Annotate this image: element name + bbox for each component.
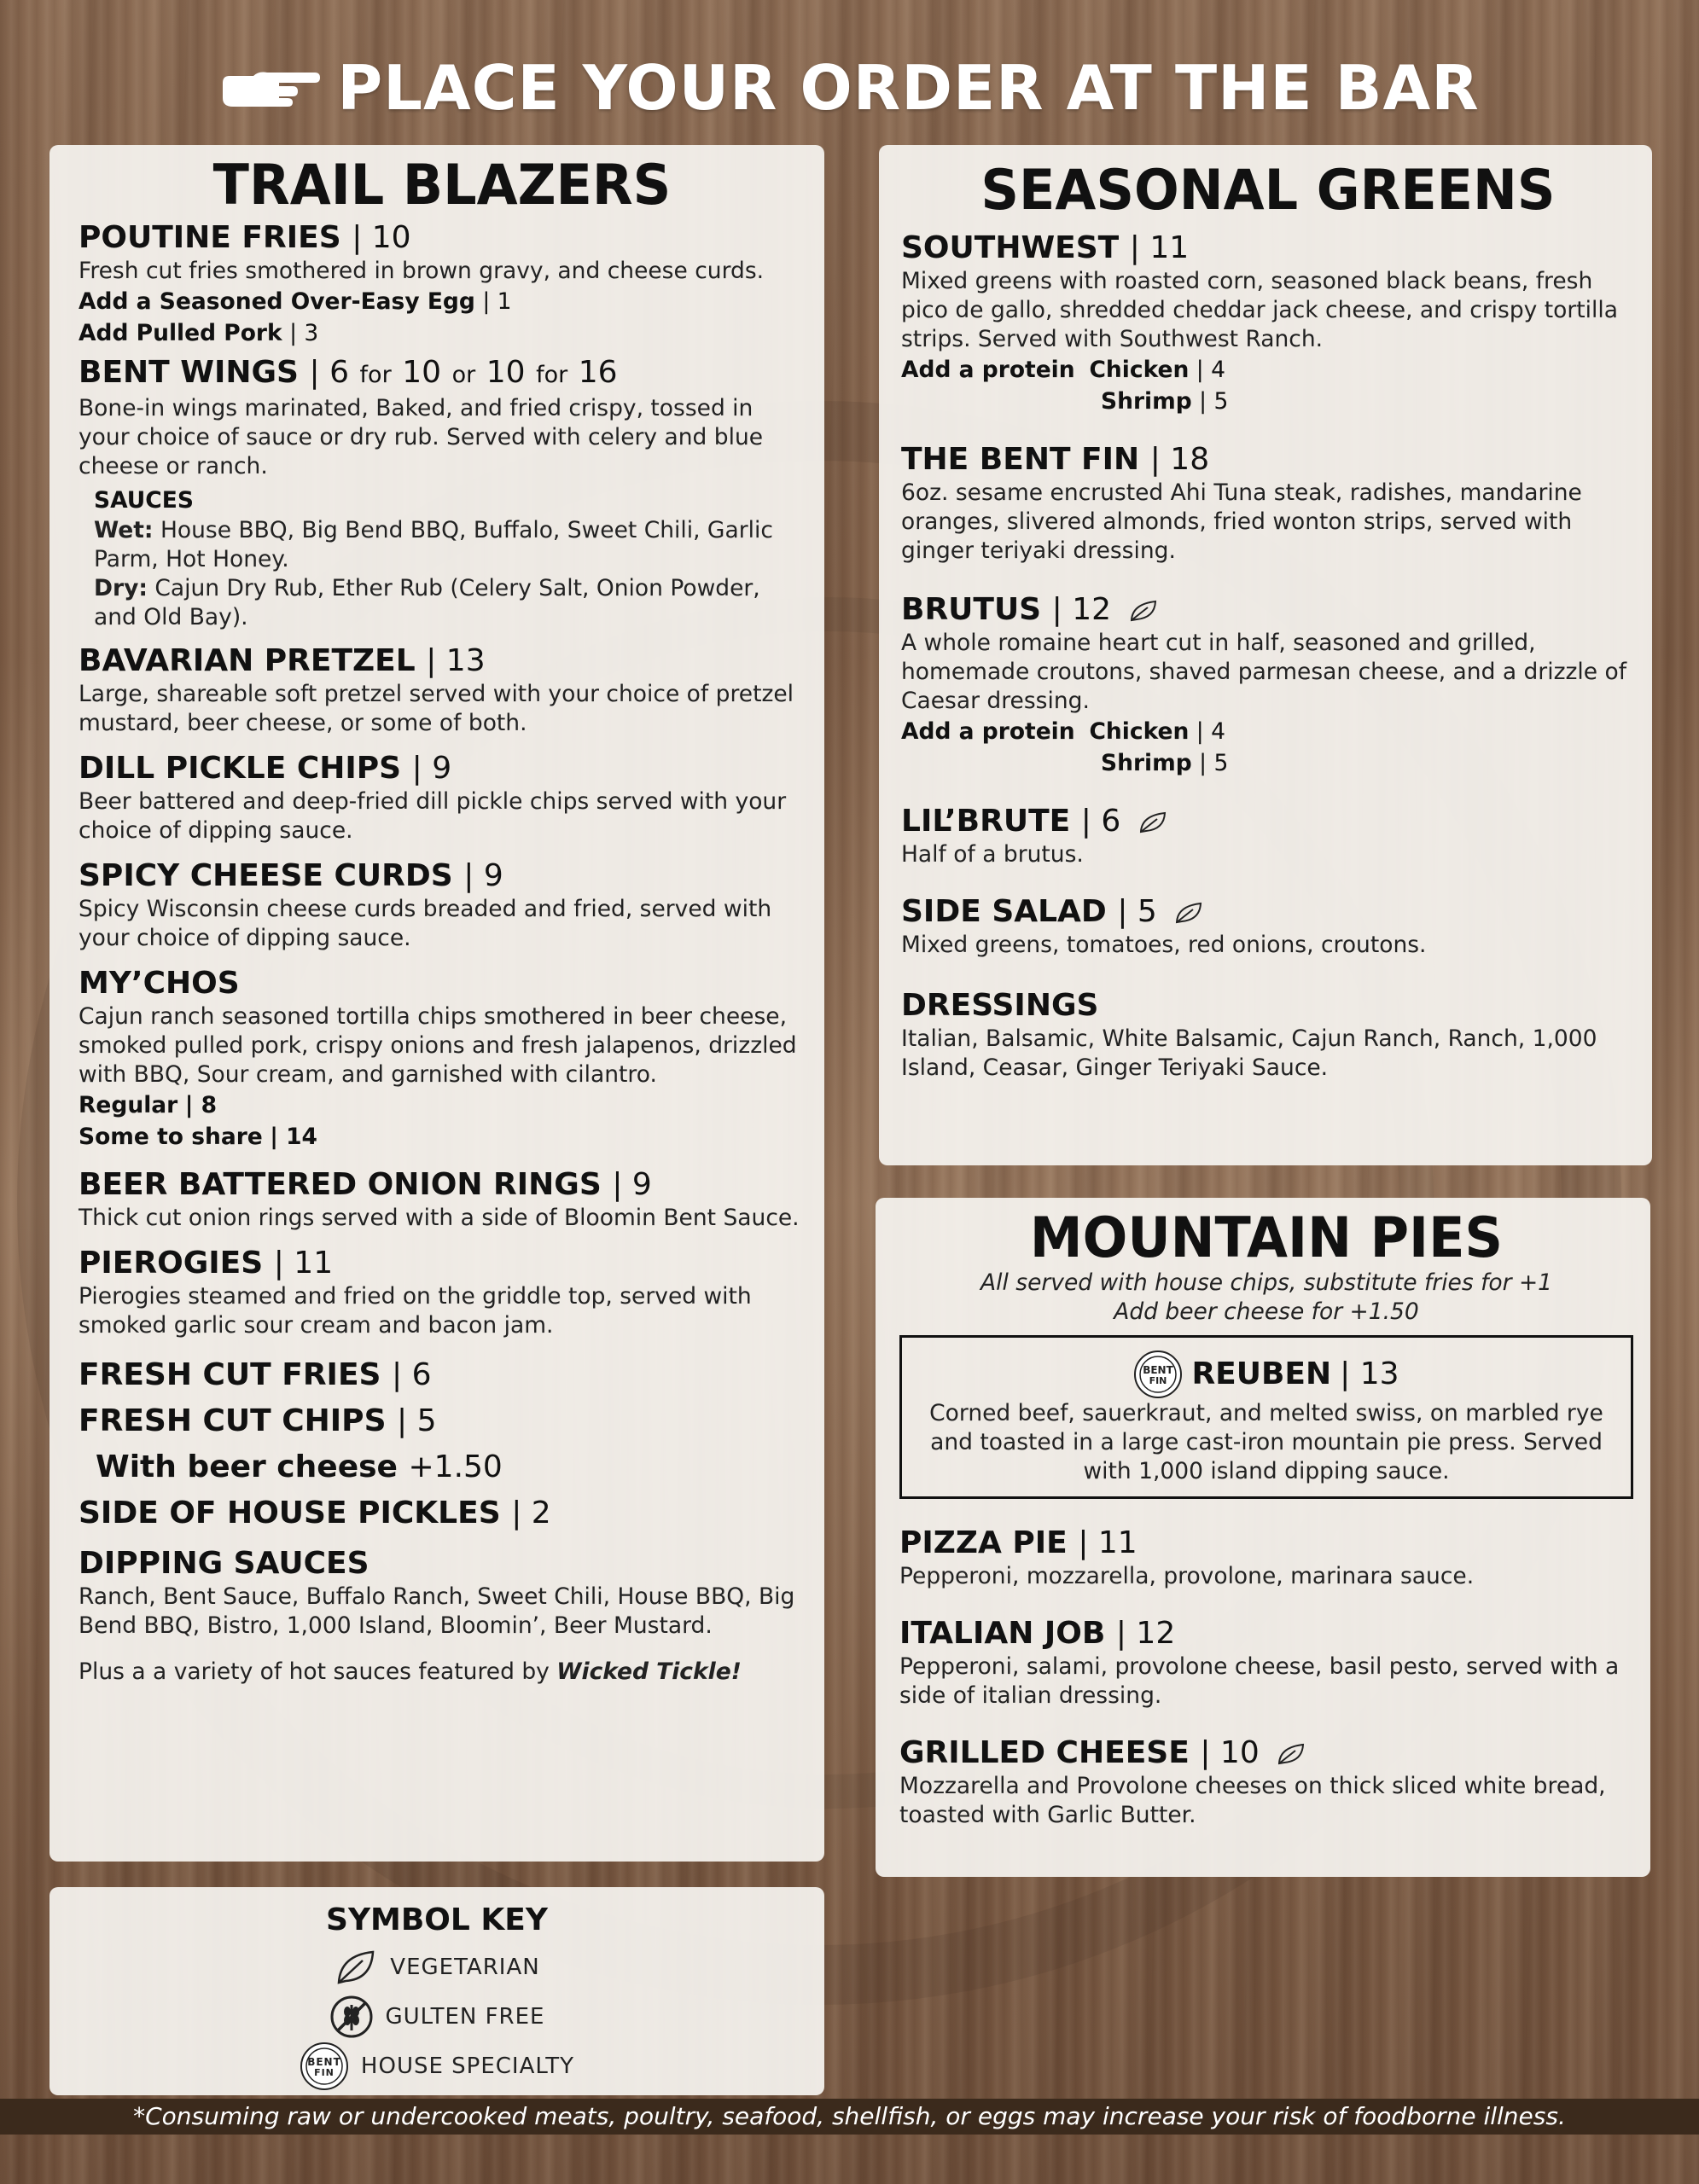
item-name: With beer cheese xyxy=(96,1449,398,1484)
addon-label: Add a Seasoned Over-Easy Egg xyxy=(79,288,475,315)
item-name: SPICY CHEESE CURDS xyxy=(79,858,453,893)
bavarian-pretzel-item xyxy=(79,642,806,738)
item-price: | 6 xyxy=(309,355,349,390)
dressings-item xyxy=(901,987,1635,1083)
item-description: Mixed greens with roasted corn, seasoned black beans, fresh pico de gallo, shredded cheddar jack cheese, and crispy tortilla strips. Served with Southwest Ranch. xyxy=(901,268,1618,352)
size-label: Some to share xyxy=(79,1124,263,1150)
item-price: | 6 xyxy=(1080,804,1121,839)
seasonal-greens-title: SEASONAL GREENS xyxy=(980,157,1556,223)
item-description: 6oz. sesame encrusted Ahi Tuna steak, radishes, mandarine oranges, slivered almonds, fried wonton strips, served with ginger teriyaki dressing. xyxy=(901,479,1582,564)
pointing-hand-icon xyxy=(219,66,322,110)
mountain-pies-subtitle: All served with house chips, substitute fries for +1 xyxy=(980,1269,1553,1296)
leaf-icon xyxy=(334,1945,378,1989)
item-name: SOUTHWEST xyxy=(901,230,1120,265)
protein-price: | 5 xyxy=(1199,388,1229,415)
item-name: SIDE OF HOUSE PICKLES xyxy=(79,1496,501,1531)
item-description: Ranch, Bent Sauce, Buffalo Ranch, Sweet Chili, House BBQ, Big Bend BBQ, Bistro, 1,000 Island, Bloomin’, Beer Mustard. xyxy=(79,1583,795,1639)
poutine-fries-item xyxy=(79,219,806,349)
leaf-icon xyxy=(1129,599,1158,623)
item-description: Spicy Wisconsin cheese curds breaded and fried, served with your choice of dipping sauce. xyxy=(79,896,772,951)
price-connector: or xyxy=(451,362,476,388)
item-price: | 11 xyxy=(1129,230,1190,265)
item-description: Half of a brutus. xyxy=(901,841,1084,868)
item-description: Fresh cut fries smothered in brown gravy, and cheese curds. xyxy=(79,258,765,284)
item-name: LIL’BRUTE xyxy=(901,804,1071,839)
item-price: | 18 xyxy=(1149,442,1210,477)
item-price: | 2 xyxy=(511,1496,551,1531)
item-name: ITALIAN JOB xyxy=(899,1616,1106,1651)
item-price: | 13 xyxy=(426,643,486,678)
item-name: REUBEN xyxy=(1191,1356,1332,1391)
item-description: Large, shareable soft pretzel served with your choice of pretzel mustard, beer cheese, or some of both. xyxy=(79,681,794,736)
item-price: | 9 xyxy=(612,1167,652,1202)
size-label: Regular xyxy=(79,1092,178,1118)
item-description: Corned beef, sauerkraut, and melted swiss, on marbled rye and toasted in a large cast-iron mountain pie press. Served with 1,000 island dipping sauce. xyxy=(929,1400,1603,1484)
item-price: | 12 xyxy=(1051,592,1112,627)
trail-blazers-title: TRAIL BLAZERS xyxy=(212,152,672,218)
item-price: | 6 xyxy=(392,1357,432,1392)
spicy-cheese-curds-item xyxy=(79,857,806,953)
dry-rubs: Cajun Dry Rub, Ether Rub (Celery Salt, Onion Powder, and Old Bay). xyxy=(94,575,760,630)
item-price: | 5 xyxy=(1117,894,1157,929)
mountain-pies-panel xyxy=(876,1198,1650,1877)
protein-price: | 5 xyxy=(1199,750,1229,776)
badge-text: BENT xyxy=(1143,1364,1174,1376)
item-name: POUTINE FRIES xyxy=(79,220,341,255)
item-name: DILL PICKLE CHIPS xyxy=(79,751,402,786)
italian-job-item xyxy=(899,1615,1633,1711)
item-name: BEER BATTERED ONION RINGS xyxy=(79,1167,602,1202)
item-name: BAVARIAN PRETZEL xyxy=(79,643,416,678)
symbol-key-gluten-free xyxy=(67,1992,807,2042)
symbol-label: HOUSE SPECIALTY xyxy=(360,2053,575,2079)
item-price: | 9 xyxy=(411,751,452,786)
item-price: | 11 xyxy=(1078,1525,1138,1560)
item-name: THE BENT FIN xyxy=(901,442,1140,477)
item-price: 10 xyxy=(402,355,442,390)
item-name: SIDE SALAD xyxy=(901,894,1107,929)
item-name: GRILLED CHEESE xyxy=(899,1735,1190,1770)
bent-wings-item xyxy=(79,354,806,632)
symbol-key-house-specialty xyxy=(67,2042,807,2091)
badge-text: FIN xyxy=(1149,1375,1167,1386)
protein-price: | 4 xyxy=(1196,718,1225,745)
item-price: 16 xyxy=(578,355,618,390)
item-name: BENT WINGS xyxy=(79,355,299,390)
footer-disclaimer: *Consuming raw or undercooked meats, poultry, seafood, shellfish, or eggs may increase your risk of foodborne illness. xyxy=(0,2099,1699,2135)
wheat-crossed-icon xyxy=(329,1995,374,2039)
fresh-cut-fries-item xyxy=(79,1352,806,1398)
protein-price: | 4 xyxy=(1196,357,1225,383)
hot-sauce-brand: Wicked Tickle! xyxy=(556,1658,742,1685)
header xyxy=(0,49,1699,126)
bent-fin-item xyxy=(901,441,1635,566)
item-price: | 10 xyxy=(1200,1735,1260,1770)
item-name: MY’CHOS xyxy=(79,966,240,1001)
symbol-label: VEGETARIAN xyxy=(390,1955,540,1980)
fresh-cut-chips-item xyxy=(79,1398,806,1444)
item-price: | 13 xyxy=(1340,1356,1399,1391)
protein-label: Add a protein xyxy=(901,357,1075,383)
protein-shrimp: Shrimp xyxy=(1101,750,1192,776)
symbol-key-panel xyxy=(49,1887,824,2095)
symbol-key-title: SYMBOL KEY xyxy=(326,1902,548,1937)
item-description: A whole romaine heart cut in half, seasoned and grilled, homemade croutons, shaved parmesan cheese, and a drizzle of Caesar dressing. xyxy=(901,630,1627,714)
page-title: PLACE YOUR ORDER AT THE BAR xyxy=(337,52,1480,124)
side-salad-item xyxy=(901,893,1635,960)
dipping-sauces-item xyxy=(79,1545,806,1641)
badge-text: BENT xyxy=(307,2056,341,2068)
item-price: | 11 xyxy=(273,1246,334,1281)
grilled-cheese-item xyxy=(899,1734,1633,1830)
item-description: Bone-in wings marinated, Baked, and fried crispy, tossed in your choice of sauce or dry rub. Served with celery and blue cheese or ranch. xyxy=(79,395,764,479)
trail-blazers-panel xyxy=(49,145,824,1862)
item-description: Pepperoni, salami, provolone cheese, basil pesto, served with a side of italian dressing. xyxy=(899,1653,1620,1709)
leaf-icon xyxy=(1277,1742,1306,1766)
item-description: Thick cut onion rings served with a side of Bloomin Bent Sauce. xyxy=(79,1205,800,1231)
item-description: Cajun ranch seasoned tortilla chips smothered in beer cheese, smoked pulled pork, crispy onions and fresh jalapenos, drizzled with BBQ, Sour cream, and garnished with cilantro. xyxy=(79,1003,797,1088)
leaf-icon xyxy=(1174,901,1203,925)
onion-rings-item xyxy=(79,1166,806,1233)
seasonal-greens-panel xyxy=(879,145,1652,1165)
item-price: | 12 xyxy=(1115,1616,1176,1651)
lil-brute-item xyxy=(901,803,1635,869)
item-description: Italian, Balsamic, White Balsamic, Cajun Ranch, Ranch, 1,000 Island, Ceasar, Ginger Teriyaki Sauce. xyxy=(901,1025,1597,1081)
item-description: Mixed greens, tomatoes, red onions, croutons. xyxy=(901,932,1427,958)
item-price: +1.50 xyxy=(408,1449,503,1484)
pizza-pie-item xyxy=(899,1525,1633,1591)
item-name: FRESH CUT CHIPS xyxy=(79,1403,387,1438)
item-description: Mozzarella and Provolone cheeses on thick sliced white bread, toasted with Garlic Butter. xyxy=(899,1773,1606,1828)
mountain-pies-subtitle: Add beer cheese for +1.50 xyxy=(1114,1298,1419,1325)
dry-label: Dry: xyxy=(94,575,148,601)
item-name: PIEROGIES xyxy=(79,1246,264,1281)
mountain-pies-title: MOUNTAIN PIES xyxy=(1029,1205,1504,1270)
item-name: DRESSINGS xyxy=(901,988,1099,1023)
size-price: | 8 xyxy=(184,1092,218,1118)
item-price: | 5 xyxy=(397,1403,437,1438)
wet-label: Wet: xyxy=(94,517,154,543)
leaf-icon xyxy=(1138,810,1167,834)
addon-price: | 1 xyxy=(482,288,512,315)
addon-price: | 3 xyxy=(289,320,319,346)
bent-fin-badge-icon xyxy=(300,2042,349,2091)
pierogies-item xyxy=(79,1245,806,1340)
protein-shrimp: Shrimp xyxy=(1101,388,1192,415)
item-description: Pierogies steamed and fried on the griddle top, served with smoked garlic sour cream and bacon jam. xyxy=(79,1283,752,1339)
symbol-key-vegetarian xyxy=(67,1943,807,1992)
protein-chicken: Chicken xyxy=(1089,357,1190,383)
southwest-item xyxy=(901,229,1635,417)
hot-sauce-text: Plus a a variety of hot sauces featured by xyxy=(79,1658,550,1685)
item-price: | 10 xyxy=(352,220,411,255)
hot-sauce-note xyxy=(79,1658,806,1687)
price-connector: for xyxy=(359,362,392,388)
bent-fin-badge-icon xyxy=(1133,1350,1183,1399)
size-price: | 14 xyxy=(270,1124,317,1150)
addon-label: Add Pulled Pork xyxy=(79,320,282,346)
price-connector: for xyxy=(536,362,568,388)
brutus-item xyxy=(901,591,1635,779)
item-price: | 9 xyxy=(463,858,503,893)
item-price: 10 xyxy=(486,355,526,390)
mychos-item xyxy=(79,965,806,1153)
item-name: DIPPING SAUCES xyxy=(79,1546,369,1581)
item-description: Beer battered and deep-fried dill pickle chips served with your choice of dipping sauce. xyxy=(79,788,787,844)
dill-pickle-chips-item xyxy=(79,750,806,845)
item-description: Pepperoni, mozzarella, provolone, marinara sauce. xyxy=(899,1563,1475,1589)
reuben-featured-box xyxy=(899,1335,1633,1499)
badge-text: FIN xyxy=(314,2067,335,2078)
wet-sauces: House BBQ, Big Bend BBQ, Buffalo, Sweet Chili, Garlic Parm, Hot Honey. xyxy=(94,517,773,572)
item-name: BRUTUS xyxy=(901,592,1042,627)
sauces-label: SAUCES xyxy=(94,487,194,514)
item-name: FRESH CUT FRIES xyxy=(79,1357,381,1392)
protein-label: Add a protein xyxy=(901,718,1075,745)
protein-chicken: Chicken xyxy=(1089,718,1190,745)
house-pickles-item xyxy=(79,1490,806,1536)
beer-cheese-addon xyxy=(79,1444,806,1490)
symbol-label: GULTEN FREE xyxy=(385,2004,545,2030)
item-name: PIZZA PIE xyxy=(899,1525,1068,1560)
